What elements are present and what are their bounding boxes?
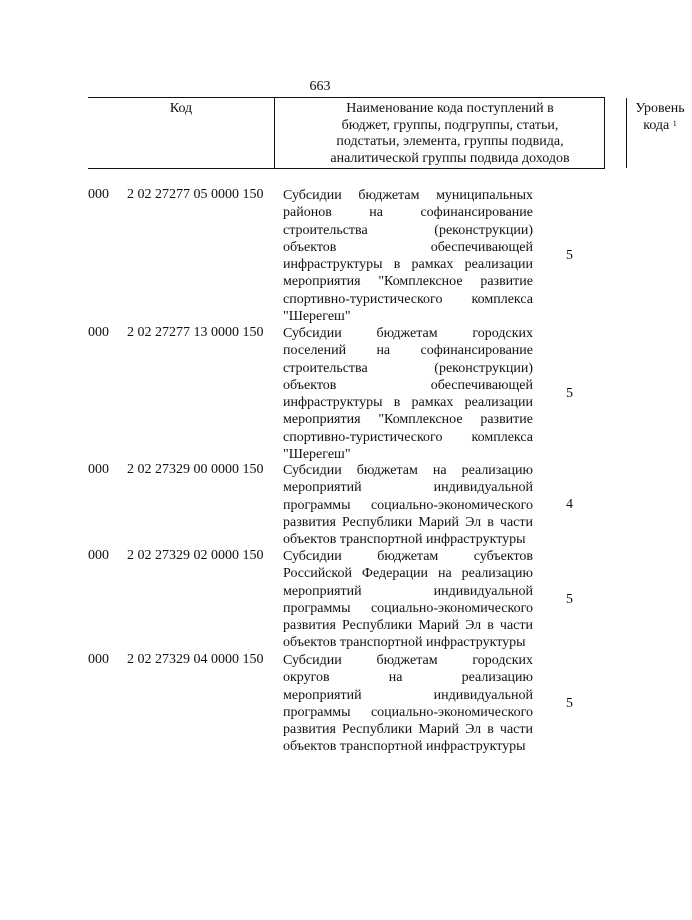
description-line: Субсидии бюджетам городских xyxy=(283,326,533,341)
row-code: 2 02 27277 13 0000 150 xyxy=(127,325,264,340)
description-line: строительства (реконструкции) xyxy=(283,222,533,238)
row-prefix: 000 xyxy=(88,652,109,667)
description-line: "Шерегеш" xyxy=(283,309,351,325)
description-line: объектов транспортной инфраструктуры xyxy=(283,635,526,651)
row-description xyxy=(283,325,533,463)
description-line: мероприятий индивидуальной xyxy=(283,583,533,599)
row-description xyxy=(283,462,533,548)
row-code: 2 02 27329 02 0000 150 xyxy=(127,548,264,563)
row-prefix: 000 xyxy=(88,325,109,340)
header-name-line: подстатьи, элемента, группы подвида, xyxy=(336,134,564,149)
description-line: мероприятия "Комплексное развитие xyxy=(283,274,533,290)
row-description xyxy=(283,187,533,325)
row-code: 2 02 27277 05 0000 150 xyxy=(127,187,264,202)
row-prefix: 000 xyxy=(88,548,109,563)
description-line: поселений на софинансирование xyxy=(283,343,533,359)
description-line: программы социально-экономического xyxy=(283,704,533,720)
description-line: Субсидии бюджетам городских xyxy=(283,653,533,668)
description-line: развития Республики Марий Эл в части xyxy=(283,514,533,530)
description-line: мероприятий индивидуальной xyxy=(283,687,533,703)
description-line: инфраструктуры в рамках реализации xyxy=(283,257,533,273)
table-header xyxy=(88,97,685,169)
description-line: объектов транспортной инфраструктуры xyxy=(283,739,526,755)
description-line: мероприятий индивидуальной xyxy=(283,480,533,496)
header-code-label: Код xyxy=(169,101,193,116)
row-level: 5 xyxy=(566,591,573,607)
row-level: 5 xyxy=(566,248,573,264)
row-level: 4 xyxy=(566,497,573,513)
row-description xyxy=(283,652,533,756)
description-line: Российской Федерации на реализацию xyxy=(283,566,533,582)
description-line: мероприятия "Комплексное развитие xyxy=(283,412,533,428)
header-name-line: бюджет, группы, подгруппы, статьи, xyxy=(341,117,559,133)
description-line: "Шерегеш" xyxy=(283,447,351,463)
header-level-cell xyxy=(628,98,692,168)
row-level: 5 xyxy=(566,386,573,402)
header-level-label-2: кода xyxy=(643,117,670,133)
description-line: районов на софинансирование xyxy=(283,205,533,221)
row-level: 5 xyxy=(566,695,573,711)
description-line: Субсидии бюджетам субъектов xyxy=(283,549,533,564)
description-line: программы социально-экономического xyxy=(283,497,533,513)
description-line: округов на реализацию xyxy=(283,670,533,686)
description-line: инфраструктуры в рамках реализации xyxy=(283,395,533,411)
description-line: Субсидии бюджетам на реализацию xyxy=(283,463,533,478)
header-name-line: аналитической группы подвида доходов xyxy=(330,150,570,166)
description-line: строительства (реконструкции) xyxy=(283,360,533,376)
header-name-cell xyxy=(274,98,627,168)
description-line: Субсидии бюджетам муниципальных xyxy=(283,188,533,203)
header-code-cell xyxy=(88,98,275,168)
description-line: развития Республики Марий Эл в части xyxy=(283,722,533,738)
row-description xyxy=(283,548,533,652)
footnote-marker: 1 xyxy=(672,118,677,128)
header-level-label: Уровень xyxy=(635,101,685,116)
description-line: программы социально-экономического xyxy=(283,600,533,616)
description-line: объектов транспортной инфраструктуры xyxy=(283,532,526,548)
row-code: 2 02 27329 00 0000 150 xyxy=(127,462,264,477)
description-line: объектов обеспечивающей xyxy=(283,377,533,393)
row-prefix: 000 xyxy=(88,462,109,477)
header-name-line: Наименование кода поступлений в xyxy=(346,101,554,116)
page-number: 663 xyxy=(309,79,331,94)
row-code: 2 02 27329 04 0000 150 xyxy=(127,652,264,667)
description-line: спортивно-туристического комплекса xyxy=(283,429,533,445)
description-line: развития Республики Марий Эл в части xyxy=(283,618,533,634)
row-prefix: 000 xyxy=(88,187,109,202)
description-line: спортивно-туристического комплекса xyxy=(283,291,533,307)
description-line: объектов обеспечивающей xyxy=(283,239,533,255)
